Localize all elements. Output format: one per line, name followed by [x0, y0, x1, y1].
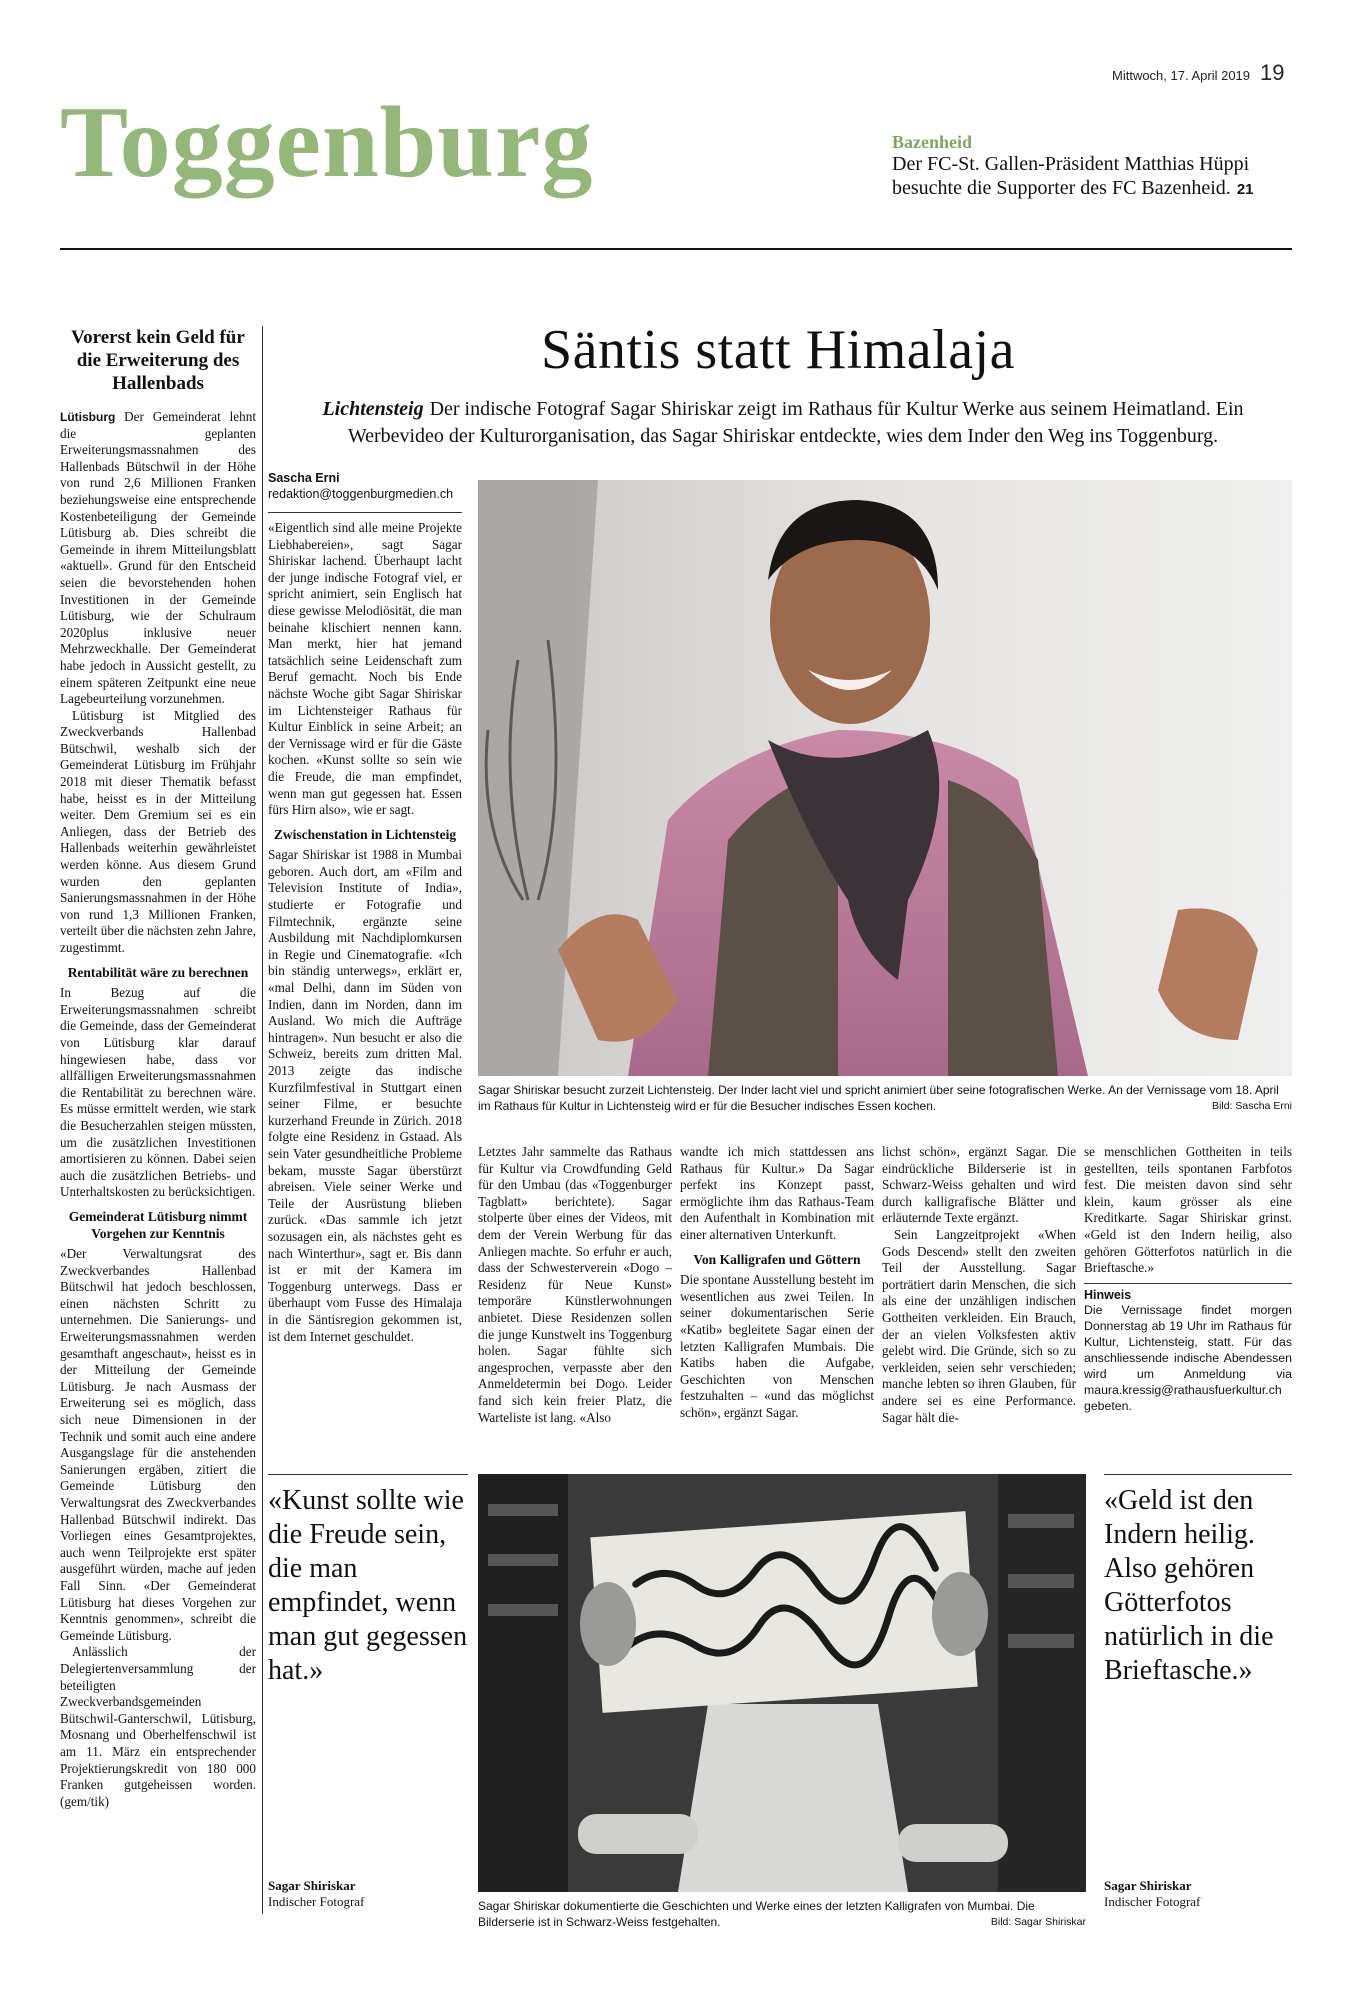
issue-date: Mittwoch, 17. April 2019 [1112, 68, 1251, 83]
caption-text: Sagar Shiriskar besucht zurzeit Lichtensteig. Der Inder lacht viel und spricht animiert über seine fotografischen Werke. An der Vernissage vom 18. April im Rathaus für Kultur in Lichtensteig wird er für die Besucher indisches Essen kochen. [478, 1083, 1279, 1113]
photo-credit: Bild: Sagar Shiriskar [990, 1916, 1086, 1928]
quote-divider [268, 1474, 468, 1475]
header-divider [60, 248, 1292, 250]
pull-quote-left: «Kunst sollte wie die Freude sein, die man empfindet, wenn man gut gegessen hat.» [268, 1485, 468, 1686]
section-masthead: Toggenburg [60, 86, 594, 199]
teaser-body: Der FC-St. Gallen-Präsident Matthias Hüppi besuchte die Supporter des FC Bazenheid. [892, 153, 1250, 199]
photo-credit: Bild: Sascha Erni [1212, 1100, 1292, 1112]
teaser-location: Bazenheid [892, 132, 973, 152]
teaser-text[interactable] [892, 152, 1290, 202]
main-paragraph: «Eigentlich sind alle meine Projekte Liebhabereien», sagt Sagar Shiriskar lachend. Überhaupt lacht der junge indische Fotograf viel, er spricht animiert, sein Englisch hat diese gewisse Melodiösität, die man beinahe klischiert nennen kann. Man merkt, hier hat jemand tatsächlich seine Leidenschaft zum Beruf gemacht. Noch bis Ende nächste Woche gibt Sagar Shiriskar im Lichtensteiger Rathaus für Kultur Einblick in seine Arbeit; an der Vernissage wird er für die Gäste kochen. «Kunst sollte so sein wie die Freude, die man empfindet, wenn man gut gegessen hat. Essen fürs Hirn also», wie er sagt. [268, 520, 462, 818]
info-box-divider [1084, 1283, 1292, 1284]
lead-text: Der indische Fotograf Sagar Shiriskar zeigt im Rathaus für Kultur Werke aus seinem Heimatland. Ein Werbevideo der Kulturorganisation, das Sagar Shiriskar entdeckte, wies dem Inder den Weg ins Toggenburg. [347, 398, 1244, 447]
main-column-2 [478, 1144, 672, 1426]
main-paragraph: lichst schön», ergänzt Sagar. Die eindrückliche Bilderserie ist in Schwarz-Weiss gehalten und wird durch kalligrafische Blätter und erläuternde Texte ergänzt. [882, 1144, 1076, 1226]
main-subhead: Zwischenstation in Lichtensteig [273, 826, 457, 842]
main-column-1 [268, 520, 462, 1345]
quote-attribution-right [1104, 1878, 1200, 1910]
main-paragraph: Sein Langzeitprojekt «When Gods Descend» stellt den zweiten Teil der Ausstellung. Sagar porträtiert darin Menschen, die sich als eine der unzähligen indischen Gottheiten verkleiden. Ein Brauch, der an vielen Volksfesten aktiv gelebt wird. Die Gründe, sich so zu verkleiden, seien sehr verschieden; manche lebten so ihren Glauben, für andere sei es eine Performance. Sagar hält die- [882, 1226, 1076, 1425]
calligraphy-photo-illustration [478, 1474, 1086, 1892]
portrait-photo [478, 480, 1292, 1076]
portrait-photo-illustration [478, 480, 1292, 1076]
teaser-page-ref: 21 [1236, 181, 1254, 198]
main-lead [278, 396, 1288, 450]
column-divider [262, 326, 263, 1914]
info-box-heading: Hinweis [1084, 1287, 1132, 1302]
left-paragraph: Der Gemeinderat lehnt die geplanten Erweiterungsmassnahmen des Hallenbads Bütschwil in der Höhe von rund 2,6 Millionen Franken beziehungsweise eine entsprechende Kostenbeteiligung der Gemeinde Lütisburg ab. Dies schreibt die Gemeinde in ihrem Mitteilungsblatt «aktuell». Grund für den Entscheid seien die bevorstehenden hohen Investitionen in der Gemeinde Lütisburg, wie der Schulraum 2020plus inklusive neuer Mehrzweckhalle. Der Gemeinderat habe jedoch in Aussicht gestellt, zu einem späteren Zeitpunkt eine neue Lagebeurteilung vorzunehmen. [60, 409, 256, 707]
author-name: Sascha Erni [268, 471, 340, 485]
main-paragraph: se menschlichen Gottheiten in teils gestellten, teils spontanen Farbfotos fest. Die meisten davon sind sehr klein, kaum grösser als eine Kreditkarte. Sagar Shiriskar grinst. «Geld ist den Indern heilig, also gehören Götterfotos natürlich in die Brieftasche.» [1084, 1144, 1292, 1276]
left-subhead: Gemeinderat Lütisburg nimmt Vorgehen zur Kenntnis [68, 1208, 248, 1241]
main-column-4 [882, 1144, 1076, 1426]
main-headline: Säntis statt Himalaja [541, 319, 1015, 381]
left-subhead: Rentabilität wäre zu berechnen [67, 964, 249, 980]
left-article-headline: Vorerst kein Geld für die Erweiterung des Hallenbads [71, 327, 245, 394]
main-column-5 [1084, 1144, 1292, 1414]
left-paragraph: Lütisburg ist Mitglied des Zweckverbands Hallenbad Bütschwil, weshalb sich der Gemeinderat Lütisburg im Frühjahr 2018 mit dieser Thematik befasst habe, heisst es in der Mitteilung weiter. Dem Gremium sei es ein Anliegen, dass der Betrieb des Hallenbads weiterhin gewährleistet werden könne. Aus diesem Grund wurden den geplanten Sanierungsmassnahmen in der Höhe von rund 1,3 Millionen Franken, verteilt über die nächsten zehn Jahre, zugestimmt. [60, 707, 256, 955]
info-box-text: Die Vernissage findet morgen Donnerstag ab 19 Uhr im Rathaus für Kultur, Lichtensteig, statt. Für das anschliessende indische Abendessen wird um Anmeldung via maura.kressig@rathausfuerkultur.ch gebeten. [1084, 1302, 1292, 1413]
calligraphy-photo [478, 1474, 1086, 1892]
quote-author-role: Indischer Fotograf [1104, 1894, 1201, 1909]
quote-author-role: Indischer Fotograf [268, 1894, 365, 1909]
main-column-3 [680, 1144, 874, 1422]
quote-divider [1104, 1474, 1292, 1475]
quote-attribution-left [268, 1878, 364, 1910]
portrait-caption [478, 1082, 1292, 1114]
left-paragraph: Anlässlich der Delegiertenversammlung der beteiligten Zweckverbandsgemeinden Bütschwil-Ganterschwil, Lütisburg, Mosnang und Oberhelfenschwil ist am 11. März ein entsprechender Projektierungskredit von 180 000 Franken gutgeheissen worden. (gem/tik) [60, 1644, 256, 1809]
main-paragraph: wandte ich mich stattdessen ans Rathaus für Kultur.» Da Sagar perfekt ins Konzept passt, ermöglichte ihm das Rathaus-Team den Aufenthalt in Kombination mit einer alternativen Unterkunft. [680, 1144, 874, 1242]
left-paragraph: «Der Verwaltungsrat des Zweckverbandes Hallenbad Bütschwil hat jedoch beschlossen, einen nächsten Schritt zu unternehmen. Die Sanierungs- und Erweiterungsmassnahmen werden gesamthaft angeschaut», heisst es in der Mitteilung der Gemeinde Lütisburg. Je nach Ausmass der Erweiterung sei es möglich, dass sich neue Dimensionen in der Technik und somit auch eine andere Ausgangslage für die anstehenden Sanierungen ergäben, zitiert die Gemeinde Lütisburg den Verwaltungsrat des Zweckverbandes Hallenbad Bütschwil indirekt. Das Vorliegen eines Gesamtprojektes, auch wenn Teilprojekte erst später ausgeführt würden, mache auf jeden Fall Sinn. «Der Gemeinderat Lütisburg hat dieses Vorgehen zur Kenntnis genommen», schreibt die Gemeinde Lütisburg. [60, 1246, 256, 1643]
left-article-location: Lütisburg [60, 410, 116, 424]
page-number: 19 [1260, 60, 1285, 85]
byline-divider [268, 512, 462, 513]
calligraphy-caption [478, 1898, 1086, 1930]
quote-author-name: Sagar Shiriskar [268, 1878, 356, 1893]
main-subhead: Von Kalligrafen und Göttern [693, 1251, 861, 1267]
pull-quote-right: «Geld ist den Indern heilig. Also gehören Götterfotos natürlich in die Brieftasche.» [1104, 1485, 1274, 1686]
main-paragraph: Die spontane Ausstellung besteht im wesentlichen aus zwei Teilen. In seiner dokumentarischen Serie «Katib» begleitete Sagar einen der letzten Kalligrafen Mumbais. Die Katibs haben die Aufgabe, Geschichten von Menschen festzuhalten – «und das möglichst schön», ergänzt Sagar. [680, 1272, 874, 1420]
lead-location: Lichtensteig [322, 398, 424, 420]
caption-text: Sagar Shiriskar dokumentierte die Geschichten und Werke eines der letzten Kalligrafen von Mumbai. Die Bilderserie ist in Schwarz-Weiss festgehalten. [478, 1899, 1035, 1929]
main-paragraph: Sagar Shiriskar ist 1988 in Mumbai geboren. Auch dort, am «Film and Television Institute of India», studierte er Fotografie und Filmtechnik, ergänzte seine Ausbildung mit Nachdiplomkursen in Regie und Cinematografie. «Ich bin ständig unterwegs», erklärt er, «mal Delhi, dann im Süden von Indien, dann im Norden, dann im Ausland. Wo mich die Aufträge hintragen». Nun besucht er also die Schweiz, bereits zum dritten Mal. 2013 zeigte das indische Kurzfilmfestival in Stuttgart einen seiner Filme, er besuchte kurzerhand Freunde in Zürich. 2018 folgte eine Residenz in Gstaad. Als sein Vater gesundheitliche Probleme bekam, musste Sagar überstürzt abreisen. Viele seiner Werke und Teile der Ausrüstung blieben zurück. «Das sammle ich jetzt sozusagen ein, als nächstes geht es nach Winterthur», sagt er. Bis dann ist er mit der Kamera im Toggenburg unterwegs. Dass er überhaupt vom Fusse des Himalaja in die Säntisregion gekommen ist, ist dem Internet geschuldet. [268, 847, 462, 1344]
left-paragraph: In Bezug auf die Erweiterungsmassnahmen schreibt die Gemeinde, dass der Gemeinderat von Lütisburg klar darauf hingewiesen habe, dass vor allfälligen Erweiterungsmassnahmen die Rentabilität zu berechnen wäre. Es müsse ermittelt werden, wie stark die Besucherzahlen steigen müssten, um die zusätzlichen Investitionen amortisieren zu können. Dabei seien auch die zusätzlichen Betriebs- und Unterhaltskosten zu berücksichtigen. [60, 985, 256, 1200]
quote-author-name: Sagar Shiriskar [1104, 1878, 1192, 1893]
left-article [60, 326, 256, 1810]
author-email[interactable]: redaktion@toggenburgmedien.ch [268, 487, 454, 501]
main-paragraph: Letztes Jahr sammelte das Rathaus für Kultur via Crowdfunding Geld für den Umbau (das «Toggenburger Tagblatt» berichtete). Sagar stolperte über eines der Videos, mit dem der Verein Werbung für das Anliegen machte. So erfuhr er auch, dass der Schwesterverein «Dogo – Residenz für Neue Kunst» temporäre Künstlerwohnungen anbietet. Diese Residenzen sollen die junge Kunstwelt ins Toggenburg holen. Sagar fühlte sich angesprochen, verpasste aber den Anmeldetermin bei Dogo. Leider fand sich kein freier Platz, die Warteliste ist lang. «Also [478, 1144, 672, 1425]
byline [268, 470, 453, 502]
left-article-body [60, 409, 256, 1810]
